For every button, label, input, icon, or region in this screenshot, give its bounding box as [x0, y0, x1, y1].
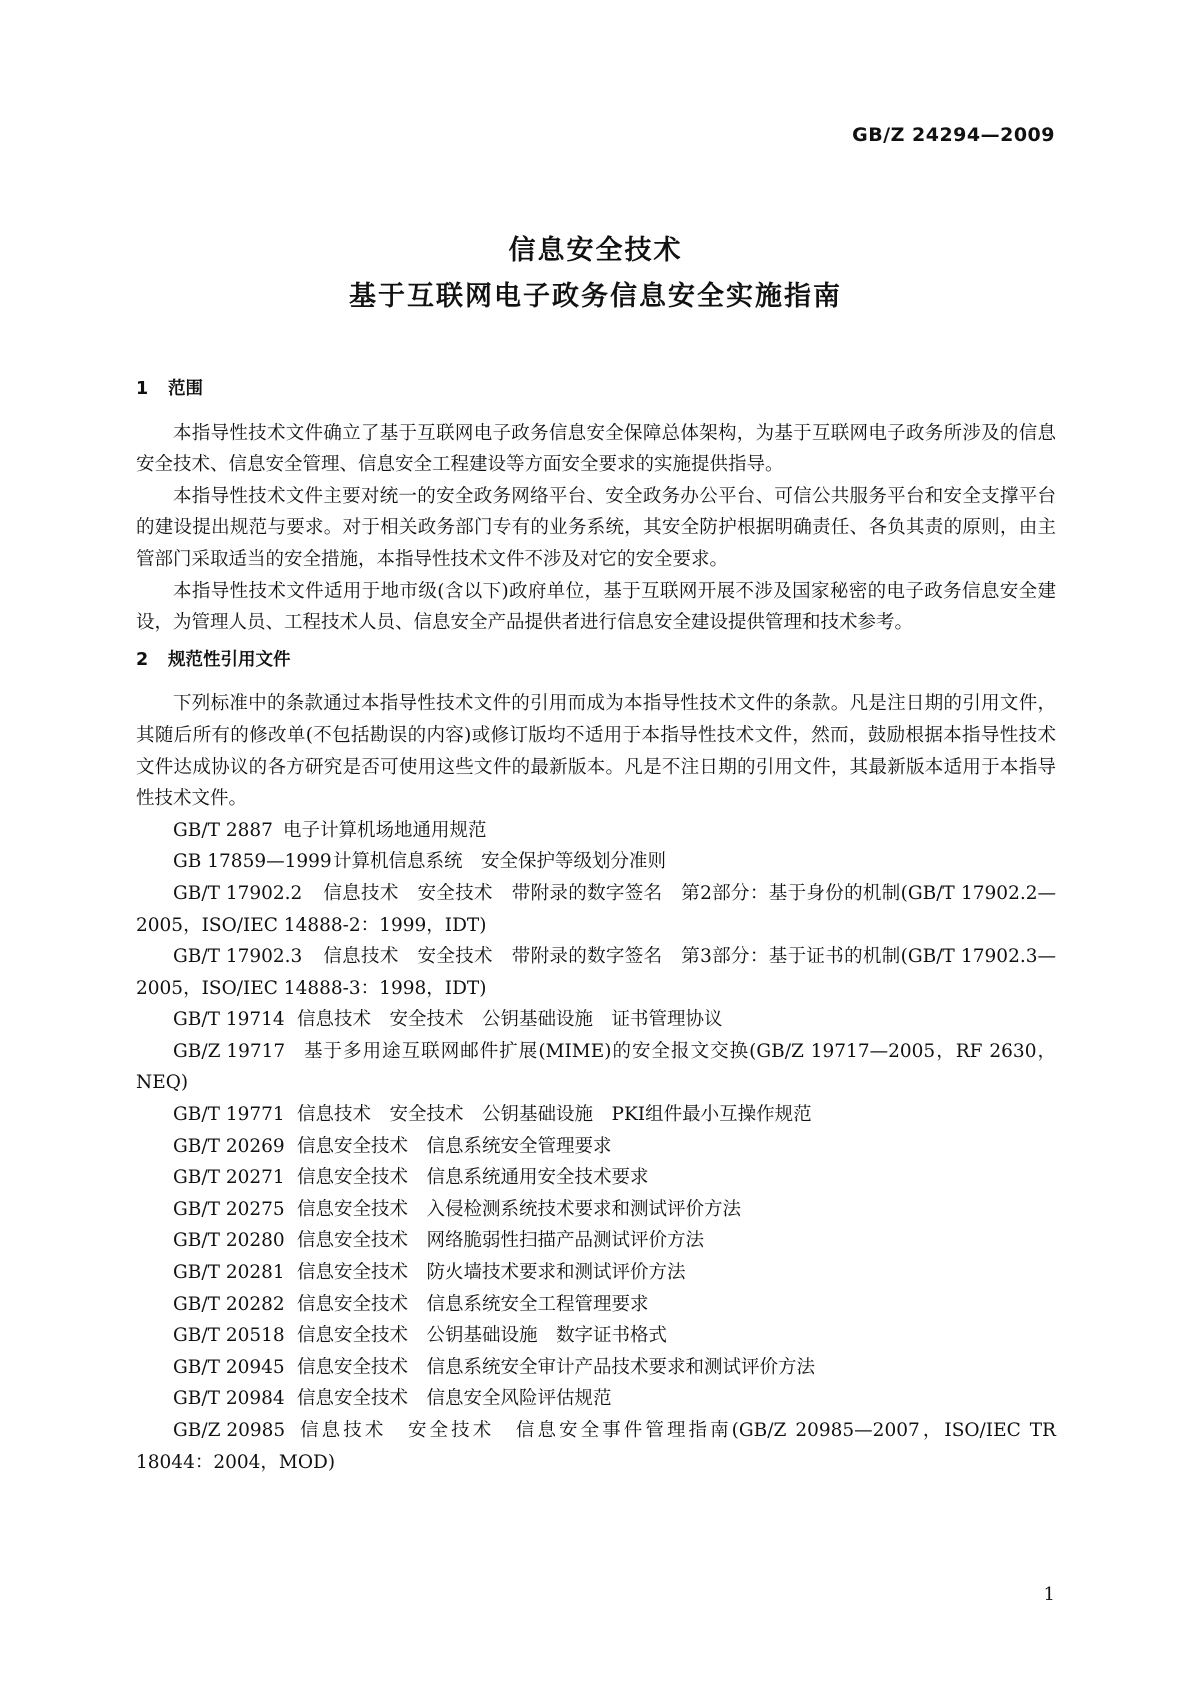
- reference-title: 信息安全技术 防火墙技术要求和测试评价方法: [297, 1262, 686, 1284]
- reference-item: [136, 1131, 1056, 1163]
- reference-code: GB/T 20280: [173, 1230, 285, 1252]
- reference-code: GB/T 19771: [173, 1104, 285, 1126]
- reference-item: [136, 1225, 1056, 1257]
- reference-code: GB/T 20271: [173, 1167, 285, 1189]
- standard-number: GB/Z 24294—2009: [852, 124, 1055, 146]
- section-number: 2: [136, 649, 149, 670]
- section-number: 1: [136, 379, 149, 399]
- reference-title: 信息安全技术 信息系统通用安全技术要求: [297, 1167, 649, 1189]
- paragraph: 本指导性技术文件适用于地市级(含以下)政府单位，基于互联网开展不涉及国家秘密的电子政务信息安全建设，为管理人员、工程技术人员、信息安全产品提供者进行信息安全建设提供管理和技术参考。: [136, 580, 1056, 634]
- reference-title: 信息技术 安全技术 公钥基础设施 证书管理协议: [297, 1009, 723, 1031]
- reference-item: [136, 1004, 1056, 1036]
- reference-title: 信息安全技术 网络脆弱性扫描产品测试评价方法: [297, 1230, 705, 1252]
- reference-code: GB/T 20945: [173, 1356, 285, 1378]
- reference-title: 信息安全技术 公钥基础设施 数字证书格式: [297, 1325, 668, 1347]
- reference-code: GB/T 20275: [173, 1198, 285, 1220]
- section-title: 范围: [168, 379, 203, 399]
- paragraph: 本指导性技术文件主要对统一的安全政务网络平台、安全政务办公平台、可信公共服务平台和安全支撑平台的建设提出规范与要求。对于相关政务部门专有的业务系统，其安全防护根据明确责任、各负其责的原则，由主管部门采取适当的安全措施，本指导性技术文件不涉及对它的安全要求。: [136, 485, 1056, 570]
- reference-code: GB/Z 20985: [173, 1420, 286, 1441]
- section-heading-scope: [136, 374, 1056, 406]
- reference-item: [136, 878, 1056, 941]
- reference-item: [136, 1036, 1056, 1099]
- reference-item: [136, 1099, 1056, 1131]
- page-number: 1: [1043, 1584, 1055, 1605]
- reference-title: 信息安全技术 信息系统安全管理要求: [297, 1135, 612, 1157]
- reference-title: 基于多用途互联网邮件扩展(MIME)的安全报文交换(GB/Z 19717—2005，RF 2630，NEQ): [136, 1040, 1056, 1094]
- reference-code: GB/T 17902.3: [173, 946, 303, 968]
- reference-code: GB/T 20518: [173, 1325, 285, 1347]
- reference-code: GB/T 20281: [173, 1262, 285, 1284]
- reference-item: [136, 1320, 1056, 1352]
- document-title: [0, 228, 1191, 320]
- reference-code: GB/T 20269: [173, 1135, 285, 1157]
- reference-item: [136, 1383, 1056, 1415]
- reference-item: [136, 941, 1056, 1004]
- reference-item: [136, 846, 1056, 878]
- paragraph: 下列标准中的条款通过本指导性技术文件的引用而成为本指导性技术文件的条款。凡是注日期的引用文件，其随后所有的修改单(不包括勘误的内容)或修订版均不适用于本指导性技术文件，然而，鼓励根据本指导性技术文件达成协议的各方研究是否可使用这些文件的最新版本。凡是不注日期的引用文件，其最新版本适用于本指导性技术文件。: [136, 693, 1056, 810]
- reference-item: [136, 1162, 1056, 1194]
- reference-title: 电子计算机场地通用规范: [283, 819, 487, 841]
- reference-title: 信息技术 安全技术 带附录的数字签名 第3部分：基于证书的机制(GB/T 17902.3—2005，ISO/IEC 14888-3：1998，IDT): [136, 946, 1056, 999]
- paragraph: 本指导性技术文件确立了基于互联网电子政务信息安全保障总体架构，为基于互联网电子政务所涉及的信息安全技术、信息安全管理、信息安全工程建设等方面安全要求的实施提供指导。: [136, 422, 1056, 476]
- reference-title: 信息安全技术 入侵检测系统技术要求和测试评价方法: [297, 1198, 742, 1220]
- reference-item: [136, 1194, 1056, 1226]
- title-line-1: 信息安全技术: [508, 235, 683, 266]
- reference-title: 信息安全技术 信息安全风险评估规范: [297, 1388, 612, 1410]
- reference-item: [136, 1289, 1056, 1321]
- section-title: 规范性引用文件: [168, 649, 291, 670]
- reference-title: 信息技术 安全技术 公钥基础设施 PKI组件最小互操作规范: [297, 1104, 812, 1126]
- reference-title: 信息安全技术 信息系统安全工程管理要求: [297, 1293, 649, 1315]
- reference-title: 信息安全技术 信息系统安全审计产品技术要求和测试评价方法: [297, 1356, 816, 1378]
- reference-code: GB/T 20282: [173, 1293, 285, 1315]
- reference-code: GB/T 17902.2: [173, 882, 303, 904]
- document-body: [136, 374, 1056, 1478]
- reference-title: 信息技术 安全技术 带附录的数字签名 第2部分：基于身份的机制(GB/T 17902.2—2005，ISO/IEC 14888-2：1999，IDT): [136, 882, 1056, 936]
- reference-code: GB/T 20984: [173, 1388, 285, 1410]
- reference-code: GB/T 2887: [173, 819, 273, 841]
- reference-title: 计算机信息系统 安全保护等级划分准则: [333, 851, 667, 873]
- reference-item: [136, 1257, 1056, 1289]
- reference-code: GB/Z 19717: [173, 1040, 286, 1062]
- reference-code: GB/T 19714: [173, 1009, 285, 1031]
- reference-item: [136, 1352, 1056, 1384]
- section-heading-normative-references: [136, 645, 1056, 677]
- title-line-2: 基于互联网电子政务信息安全实施指南: [349, 281, 842, 312]
- reference-item: [136, 1415, 1056, 1478]
- reference-item: [136, 815, 1056, 847]
- reference-code: GB 17859—1999: [173, 851, 332, 873]
- reference-title: 信息技术 安全技术 信息安全事件管理指南(GB/Z 20985—2007，ISO/IEC TR 18044：2004，MOD): [136, 1420, 1056, 1473]
